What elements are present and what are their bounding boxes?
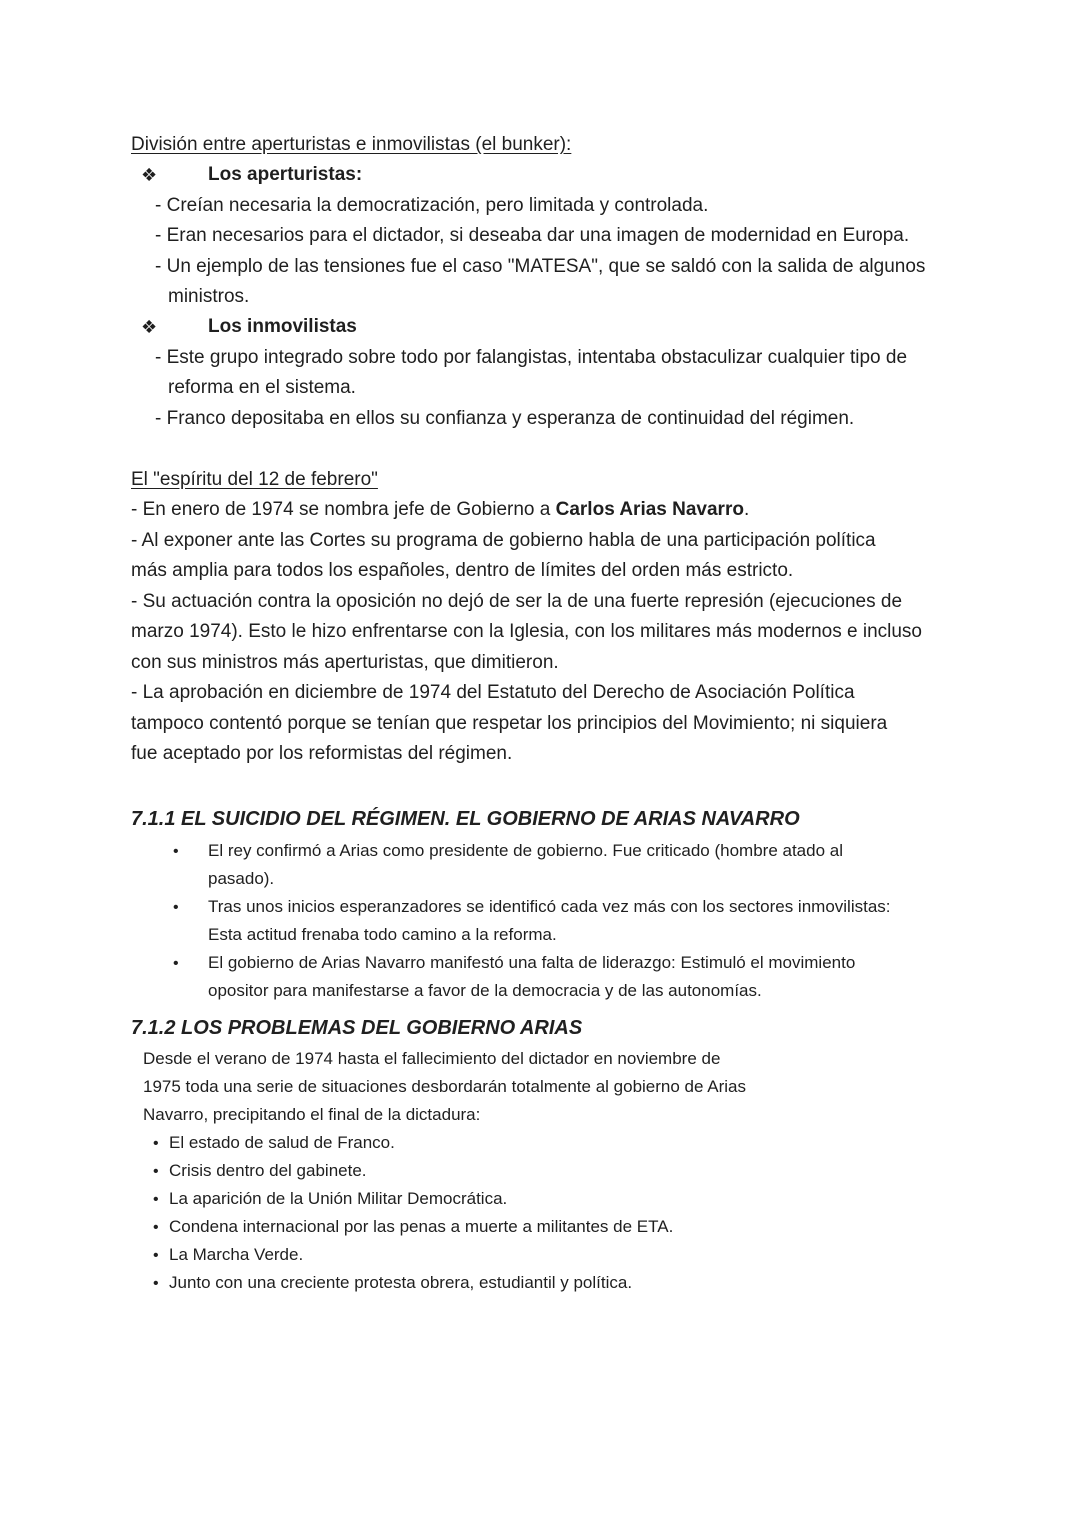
bullet-icon: • [153, 1275, 159, 1292]
bullet-line: El rey confirmó a Arias como presidente de gobierno. Fue criticado (hombre atado al [208, 841, 843, 860]
bullet-icon: • [173, 843, 179, 860]
bullet-icon: • [153, 1163, 159, 1180]
bullet-icon: • [153, 1247, 159, 1264]
list-item: Condena internacional por las penas a muerte a militantes de ETA. [169, 1217, 674, 1236]
group-title-aperturistas: Los aperturistas: [208, 164, 363, 185]
paragraph-line [131, 495, 749, 525]
section-heading-7-1-2: 7.1.2 LOS PROBLEMAS DEL GOBIERNO ARIAS [131, 1017, 583, 1039]
list-item: - Franco depositaba en ellos su confianza y esperanza de continuidad del régimen. [155, 408, 855, 429]
bullet-line: opositor para manifestarse a favor de la democracia y de las autonomías. [208, 981, 762, 1000]
paragraph-line: - Su actuación contra la oposición no dejó de ser la de una fuerte represión (ejecuciones de [131, 591, 903, 612]
paragraph-line: fue aceptado por los reformistas del régimen. [131, 743, 513, 764]
list-item: La aparición de la Unión Militar Democrática. [169, 1189, 508, 1208]
paragraph-line: - Al exponer ante las Cortes su programa de gobierno habla de una participación política [131, 530, 876, 551]
diamond-bullet-icon: ❖ [141, 317, 158, 337]
bullet-icon: • [153, 1219, 159, 1236]
list-item: Crisis dentro del gabinete. [169, 1161, 367, 1180]
list-item: La Marcha Verde. [169, 1245, 304, 1264]
list-item: - Un ejemplo de las tensiones fue el caso "MATESA", que se saldó con la salida de algunos [155, 256, 926, 277]
list-item-continuation: ministros. [168, 286, 250, 307]
paragraph-line: - La aprobación en diciembre de 1974 del Estatuto del Derecho de Asociación Política [131, 682, 855, 703]
list-item: Junto con una creciente protesta obrera, estudiantil y política. [169, 1273, 633, 1292]
bullet-line: Tras unos inicios esperanzadores se identificó cada vez más con los sectores inmovilistas: [208, 897, 891, 916]
person-name: Carlos Arias Navarro [555, 499, 744, 520]
diamond-bullet-icon: ❖ [141, 165, 158, 185]
bullet-icon: • [173, 899, 179, 916]
paragraph-line: Desde el verano de 1974 hasta el fallecimiento del dictador en noviembre de [143, 1049, 721, 1068]
paragraph-line: marzo 1974). Esto le hizo enfrentarse con la Iglesia, con los militares más modernos e incluso [131, 621, 922, 642]
section-heading-division: División entre aperturistas e inmovilistas (el bunker): [131, 134, 572, 155]
list-item: - Eran necesarios para el dictador, si deseaba dar una imagen de modernidad en Europa. [155, 225, 910, 246]
bullet-line: El gobierno de Arias Navarro manifestó una falta de liderazgo: Estimuló el movimiento [208, 953, 856, 972]
bullet-line: pasado). [208, 869, 275, 888]
bullet-icon: • [153, 1191, 159, 1208]
group-title-inmovilistas: Los inmovilistas [208, 316, 357, 337]
paragraph-line: 1975 toda una serie de situaciones desbordarán totalmente al gobierno de Arias [143, 1077, 746, 1096]
list-item: - Creían necesaria la democratización, pero limitada y controlada. [155, 195, 709, 216]
paragraph-line: con sus ministros más aperturistas, que dimitieron. [131, 652, 559, 673]
bullet-icon: • [153, 1135, 159, 1152]
line-text: . [743, 499, 750, 520]
section-heading-espiritu: El "espíritu del 12 de febrero" [131, 469, 378, 490]
section-heading-7-1-1: 7.1.1 EL SUICIDIO DEL RÉGIMEN. EL GOBIERNO DE ARIAS NAVARRO [131, 808, 800, 830]
list-item: El estado de salud de Franco. [169, 1133, 395, 1152]
list-item: - Este grupo integrado sobre todo por falangistas, intentaba obstaculizar cualquier tipo de [155, 347, 908, 368]
list-item-continuation: reforma en el sistema. [168, 377, 356, 398]
paragraph-line: Navarro, precipitando el final de la dictadura: [143, 1105, 481, 1124]
bullet-icon: • [173, 955, 179, 972]
bullet-line: Esta actitud frenaba todo camino a la reforma. [208, 925, 557, 944]
paragraph-line: más amplia para todos los españoles, dentro de límites del orden más estricto. [131, 560, 794, 581]
paragraph-line: tampoco contentó porque se tenían que respetar los principios del Movimiento; ni siquiera [131, 713, 888, 734]
line-text: - En enero de 1974 se nombra jefe de Gobierno a [131, 499, 556, 520]
